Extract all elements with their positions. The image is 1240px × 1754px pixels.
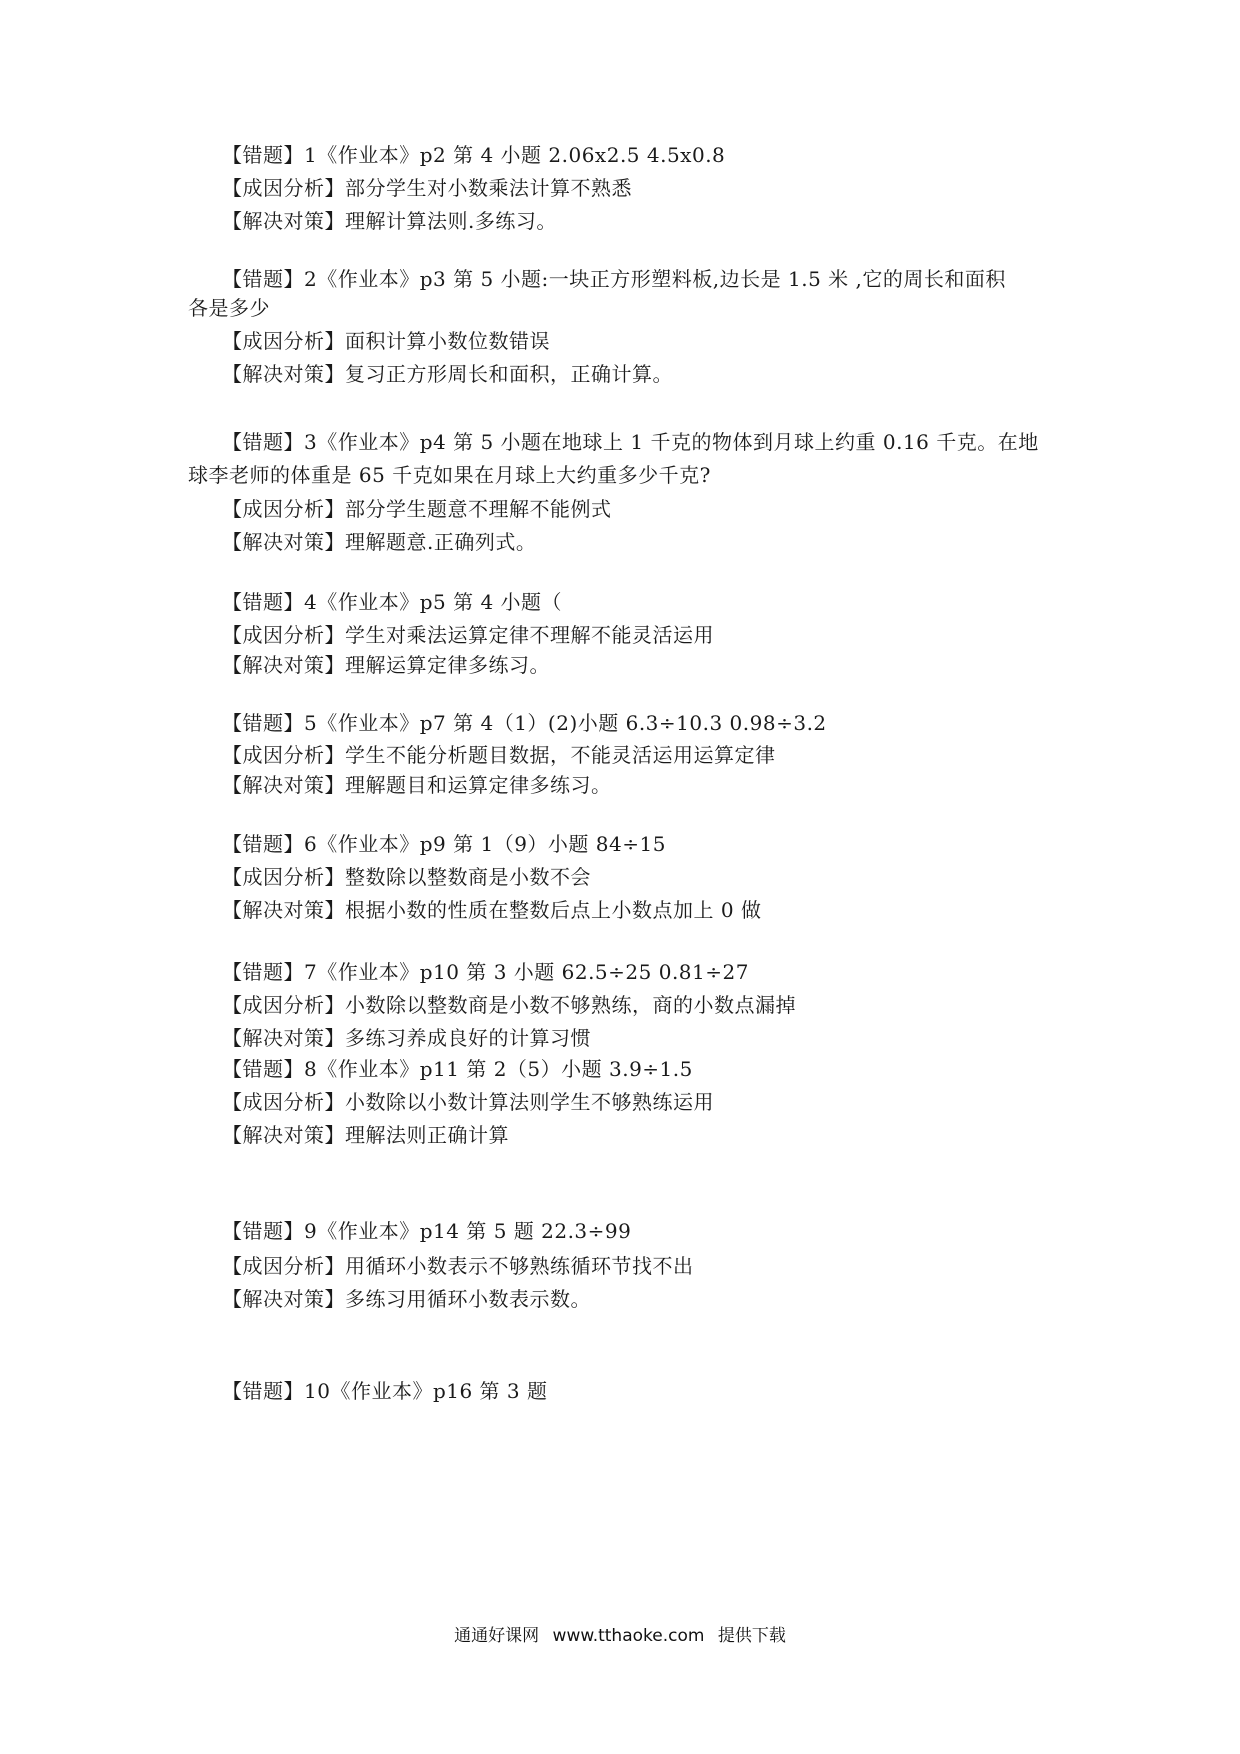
wrong-question-9: 【错题】9《作业本》p14 第 5 题 22.3÷99 bbox=[222, 1219, 632, 1243]
cause-analysis-3: 【成因分析】部分学生题意不理解不能例式 bbox=[222, 497, 612, 521]
solution-1: 【解决对策】理解计算法则.多练习。 bbox=[222, 209, 557, 233]
solution-4: 【解决对策】理解运算定律多练习。 bbox=[222, 653, 550, 677]
footer-site-name: 通通好课网 bbox=[454, 1626, 540, 1646]
solution-2: 【解决对策】复习正方形周长和面积，正确计算。 bbox=[222, 362, 673, 386]
solution-6: 【解决对策】根据小数的性质在整数后点上小数点加上 0 做 bbox=[222, 898, 762, 922]
cause-analysis-8: 【成因分析】小数除以小数计算法则学生不够熟练运用 bbox=[222, 1090, 714, 1114]
wrong-question-8: 【错题】8《作业本》p11 第 2（5）小题 3.9÷1.5 bbox=[222, 1057, 693, 1081]
cause-analysis-5: 【成因分析】学生不能分析题目数据，不能灵活运用运算定律 bbox=[222, 743, 776, 767]
wrong-question-6: 【错题】6《作业本》p9 第 1（9）小题 84÷15 bbox=[222, 832, 666, 856]
wrong-question-7: 【错题】7《作业本》p10 第 3 小题 62.5÷25 0.81÷27 bbox=[222, 960, 749, 984]
wrong-question-1: 【错题】1《作业本》p2 第 4 小题 2.06x2.5 4.5x0.8 bbox=[222, 143, 726, 167]
solution-8: 【解决对策】理解法则正确计算 bbox=[222, 1123, 509, 1147]
solution-9: 【解决对策】多练习用循环小数表示数。 bbox=[222, 1287, 591, 1311]
solution-3: 【解决对策】理解题意.正确列式。 bbox=[222, 530, 537, 554]
wrong-question-4: 【错题】4《作业本》p5 第 4 小题（ bbox=[222, 590, 563, 614]
cause-analysis-2: 【成因分析】面积计算小数位数错误 bbox=[222, 329, 550, 353]
footer-url-link[interactable]: www.tthaoke.com bbox=[552, 1626, 705, 1646]
solution-7: 【解决对策】多练习养成良好的计算习惯 bbox=[222, 1026, 591, 1050]
solution-5: 【解决对策】理解题目和运算定律多练习。 bbox=[222, 773, 612, 797]
cause-analysis-1: 【成因分析】部分学生对小数乘法计算不熟悉 bbox=[222, 176, 632, 200]
wrong-question-2-cont: 各是多少 bbox=[188, 296, 270, 320]
wrong-question-10: 【错题】10《作业本》p16 第 3 题 bbox=[222, 1379, 548, 1403]
wrong-question-3: 【错题】3《作业本》p4 第 5 小题在地球上 1 千克的物体到月球上约重 0.16 千克。在地 bbox=[222, 430, 1039, 454]
wrong-question-2: 【错题】2《作业本》p3 第 5 小题:一块正方形塑料板,边长是 1.5 米 ,它的周长和面积 bbox=[222, 267, 1006, 291]
cause-analysis-6: 【成因分析】整数除以整数商是小数不会 bbox=[222, 865, 591, 889]
cause-analysis-4: 【成因分析】学生对乘法运算定律不理解不能灵活运用 bbox=[222, 623, 714, 647]
wrong-question-3-cont: 球李老师的体重是 65 千克如果在月球上大约重多少千克? bbox=[188, 463, 711, 487]
footer-suffix: 提供下载 bbox=[717, 1626, 786, 1646]
page-footer bbox=[0, 1624, 1240, 1648]
wrong-question-5: 【错题】5《作业本》p7 第 4（1）(2)小题 6.3÷10.3 0.98÷3.2 bbox=[222, 711, 827, 735]
cause-analysis-9: 【成因分析】用循环小数表示不够熟练循环节找不出 bbox=[222, 1254, 694, 1278]
cause-analysis-7: 【成因分析】小数除以整数商是小数不够熟练，商的小数点漏掉 bbox=[222, 993, 796, 1017]
